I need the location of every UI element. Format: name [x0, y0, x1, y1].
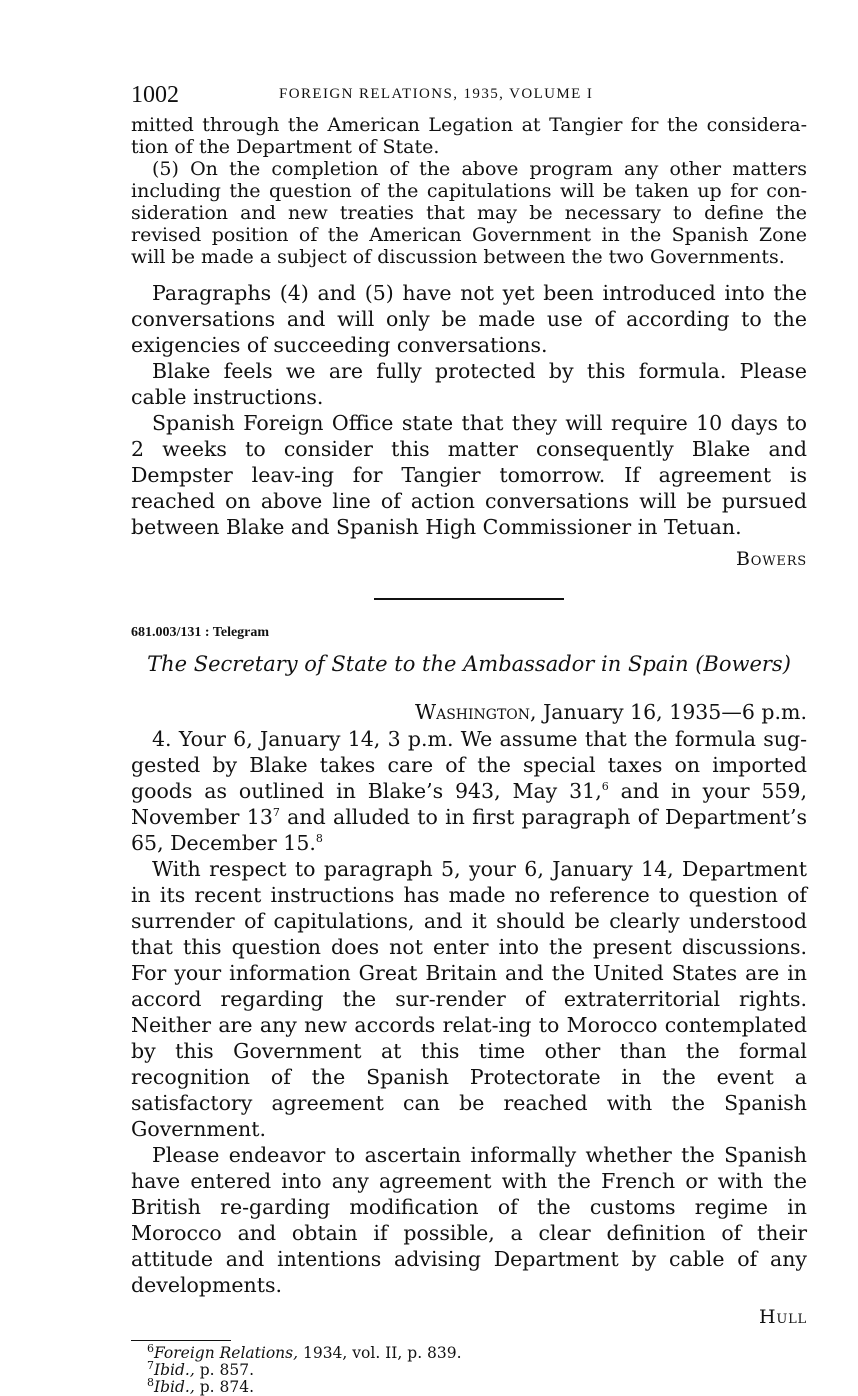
document-title: The Secretary of State to the Ambassador in Spain (Bowers) [147, 652, 791, 676]
file-number: 681.003/131 : Telegram [131, 625, 270, 640]
section-divider [374, 598, 564, 600]
dateline [131, 698, 807, 726]
body-paragraph: Spanish Foreign Office state that they will require 10 days to 2 weeks to consider this matter consequently Blake and Dempster leav-ing for Tangier tomorrow. If agreement is reached on above line of action conversations will be pursued between Blake and Spanish High Commissioner in Tetuan. [131, 411, 807, 539]
telegram-paragraph-1 [131, 726, 807, 856]
footnote-divider [131, 1340, 231, 1341]
footnote-ref: 7 [272, 806, 280, 820]
telegram-paragraph-3: Please endeavor to ascertain informally whether the Spanish have entered into any agreement with the French or with the British re-garding modification of the customs regime in Morocco and obtain if possible, a clear definition of their attitude and intentions advising Department by cable of any developments. [131, 1143, 807, 1297]
footnote-marker: 7 [147, 1358, 154, 1372]
telegram-paragraph-2: With respect to paragraph 5, your 6, January 14, Department in its recent instructions has made no reference to question of surrender of capitulations, and it should be clearly understood that this question does not enter into the present discussions. For your information Great Britain and the United States are in accord regarding the sur-render of extraterritorial rights. Neither are any new accords relat-ing to Morocco contemplated by this Government at this time other than the formal recognition of the Spanish Protectorate in the event a satisfactory agreement can be reached with the Spanish Government. [131, 857, 807, 1141]
footnote [131, 1358, 807, 1379]
page-header [131, 80, 807, 114]
body-paragraph: Paragraphs (4) and (5) have not yet been introduced into the conversations and will only be made use of according to the exigencies of succeeding conversations. [131, 281, 807, 357]
paragraph-text: and in your 559, November 13 [131, 779, 807, 829]
footnote-text: p. 874. [194, 1378, 254, 1396]
page-number: 1002 [131, 82, 179, 108]
footnote [131, 1341, 807, 1362]
footnote-title: Foreign Relations, [154, 1344, 299, 1362]
signature-hull: Hull [759, 1306, 807, 1328]
footnote-marker: 8 [147, 1375, 154, 1389]
footnote-marker: 6 [147, 1341, 154, 1355]
running-head: FOREIGN RELATIONS, 1935, VOLUME I [279, 86, 594, 102]
footnote-ref: 6 [601, 780, 609, 794]
body-paragraph: Blake feels we are fully protected by this formula. Please cable instructions. [131, 359, 807, 409]
item-5-paragraph: (5) On the completion of the above program any other matters including the question of the capitulations will be taken up for con-sideration and new treaties that may be necessary to define the revised position of the American Government in the Spanish Zone will be made a subject of discussion between the two Governments. [131, 158, 807, 268]
signature-bowers: Bowers [736, 548, 807, 570]
paragraph-text: 4. Your 6, January 14, 3 p.m. We assume that the formula sug-gested by Blake takes care of the special taxes on imported goods as outlined in Blake’s 943, May 31, [131, 727, 807, 803]
dateline-place: Washington, [415, 700, 537, 724]
dateline-date: January 16, 1935—6 p.m. [543, 700, 807, 724]
footnote-text: 1934, vol. II, p. 839. [298, 1344, 462, 1362]
footnote-ref: 8 [315, 832, 323, 846]
footnote-title: Ibid., [154, 1361, 195, 1379]
footnote-text: p. 857. [194, 1361, 254, 1379]
paragraph-text: and alluded to in first paragraph of Department’s 65, December 15. [131, 805, 807, 855]
continuation-paragraph: mitted through the American Legation at Tangier for the considera-tion of the Department of State. [131, 114, 807, 158]
footnote [131, 1375, 807, 1396]
footnote-title: Ibid., [154, 1378, 195, 1396]
document-page [131, 80, 807, 1396]
